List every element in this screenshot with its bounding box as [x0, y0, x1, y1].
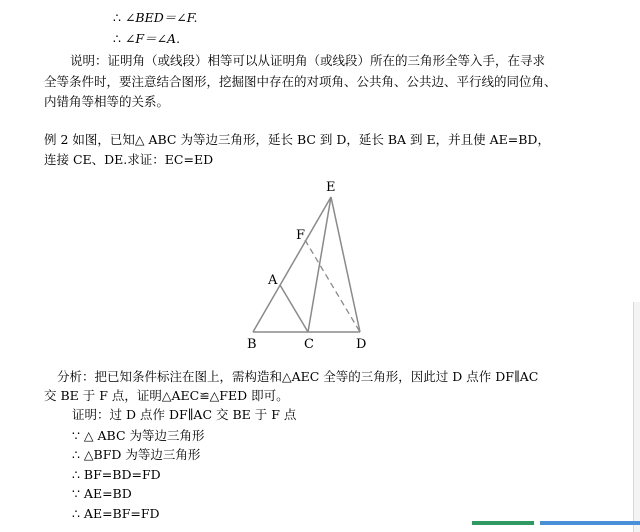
angle-equation: ∠F＝∠A.	[124, 31, 181, 46]
note-line-1: 说明：证明角（或线段）相等可以从证明角（或线段）所在的三角形全等入手，在寻求	[70, 53, 546, 68]
label-F: F	[296, 228, 306, 243]
figure-lines	[253, 197, 360, 332]
label-A: A	[268, 273, 278, 288]
label-C: C	[304, 337, 314, 352]
therefore-symbol: ∴	[113, 10, 121, 25]
therefore-symbol: ∴	[113, 31, 121, 46]
triangle-figure	[240, 175, 380, 355]
proof-line-2: ∴ △BFD 为等边三角形	[72, 447, 201, 462]
bottom-bar-blue	[540, 521, 640, 525]
label-E: E	[326, 180, 336, 195]
line-conclusion-1	[113, 9, 197, 27]
proof-line-3: ∴ BF=BD=FD	[72, 467, 161, 482]
scrollbar-track[interactable]	[633, 302, 640, 532]
angle-equation: ∠BED＝∠F.	[124, 10, 198, 25]
segment-AC	[280, 285, 308, 332]
segment-ED	[331, 197, 360, 332]
line-conclusion-2	[113, 30, 180, 48]
analysis-line-1: 分析：把已知条件标注在图上，需构造和△AEC 全等的三角形，因此过 D 点作 DF∥AC	[57, 369, 539, 384]
note-line-3: 内错角等相等的关系。	[44, 94, 170, 109]
example-line-2: 连接 CE、DE.求证：EC=ED	[44, 152, 214, 167]
segment-FD-dashed	[305, 240, 360, 332]
note-line-2: 全等条件时，要注意结合图形，挖掘图中存在的对项角、公共角、公共边、平行线的同位角、	[44, 74, 557, 89]
label-D: D	[356, 337, 367, 352]
proof-line-5: ∴ AE=BF=FD	[72, 506, 160, 521]
proof-line-4: ∵ AE=BD	[72, 486, 132, 501]
analysis-line-2: 交 BE 于 F 点，证明△AEC≌△FED 即可。	[44, 388, 289, 403]
label-B: B	[247, 337, 257, 352]
proof-line-0: 证明：过 D 点作 DF∥AC 交 BE 于 F 点	[72, 407, 297, 422]
proof-line-1: ∵ △ ABC 为等边三角形	[72, 428, 205, 443]
example-line-1: 例 2 如图，已知△ ABC 为等边三角形，延长 BC 到 D，延长 BA 到 E，并且使 AE=BD，	[44, 132, 550, 147]
bottom-bar-green	[472, 521, 534, 525]
